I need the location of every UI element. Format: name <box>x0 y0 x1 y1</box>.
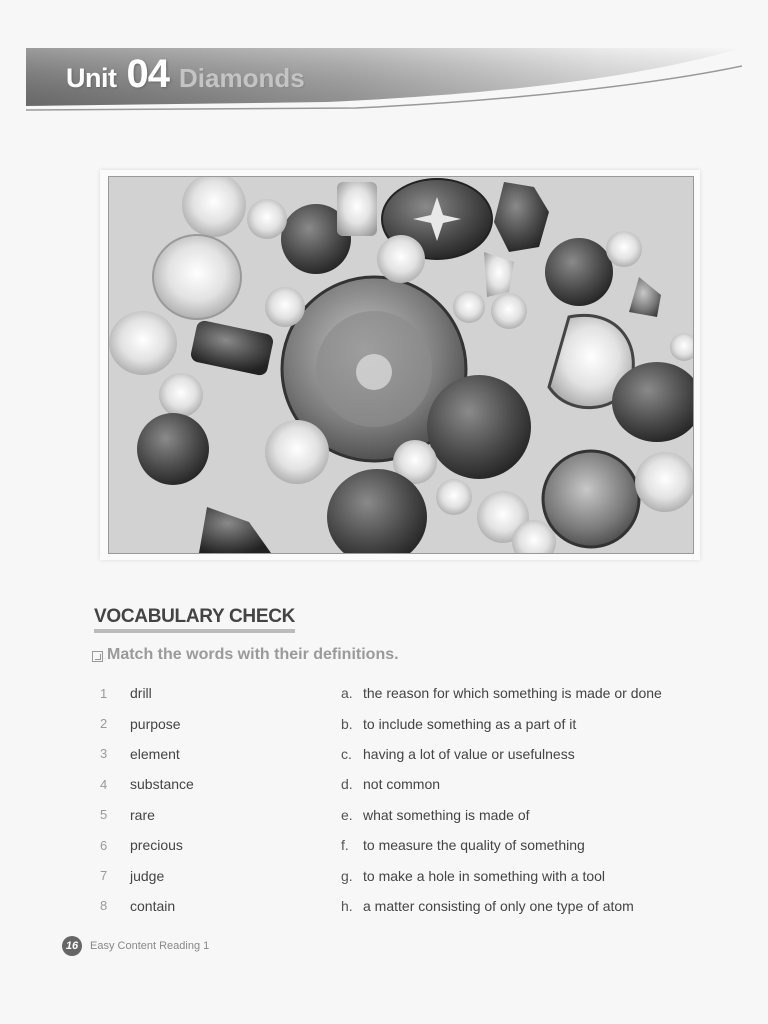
unit-name: Diamonds <box>178 63 305 93</box>
page-footer <box>62 936 209 956</box>
list-item <box>100 891 194 921</box>
unit-word: Unit <box>66 63 117 93</box>
word-text: purpose <box>130 715 181 732</box>
list-item <box>341 860 662 890</box>
word-number: 1 <box>100 685 108 701</box>
gemstones-illustration <box>109 177 693 553</box>
definition-letter: c. <box>341 745 352 762</box>
list-item <box>100 739 194 769</box>
word-list <box>100 678 194 921</box>
list-item <box>100 708 194 738</box>
list-item <box>100 830 194 860</box>
definition-letter: b. <box>341 715 353 732</box>
definition-text: to include something as a part of it <box>363 715 577 732</box>
definition-text: the reason for which something is made or done <box>363 685 662 702</box>
vocabulary-heading: VOCABULARY CHECK <box>94 606 295 633</box>
definition-text: not common <box>363 776 441 793</box>
word-text: contain <box>130 897 176 914</box>
instruction-line <box>92 646 399 664</box>
definition-text: what something is made of <box>363 806 530 823</box>
word-number: 2 <box>100 716 108 732</box>
definition-letter: g. <box>341 867 353 884</box>
unit-number: 04 <box>126 52 169 96</box>
word-text: element <box>130 745 180 762</box>
word-number: 7 <box>100 868 108 884</box>
list-item <box>100 860 194 890</box>
definition-text: to make a hole in something with a tool <box>363 867 606 884</box>
word-number: 8 <box>100 898 108 914</box>
word-text: precious <box>130 837 183 854</box>
photo-frame <box>100 170 700 560</box>
list-item <box>341 708 662 738</box>
definition-letter: d. <box>341 776 353 793</box>
list-item <box>341 891 662 921</box>
page-number: 16 <box>62 936 82 956</box>
list-item <box>341 769 662 799</box>
list-item <box>100 678 194 708</box>
checkbox-icon <box>92 651 103 662</box>
word-text: rare <box>130 806 155 823</box>
list-item <box>341 678 662 708</box>
definition-letter: f. <box>341 837 349 854</box>
definition-list <box>341 678 662 921</box>
word-number: 6 <box>100 837 108 853</box>
book-title: Easy Content Reading 1 <box>90 940 210 952</box>
list-item <box>100 800 194 830</box>
list-item <box>100 769 194 799</box>
word-text: drill <box>130 685 152 702</box>
word-number: 3 <box>100 746 108 762</box>
word-number: 4 <box>100 776 108 792</box>
gemstones-photo <box>108 176 694 554</box>
definition-text: a matter consisting of only one type of atom <box>363 897 634 914</box>
definition-letter: h. <box>341 897 353 914</box>
word-text: substance <box>130 776 194 793</box>
list-item <box>341 830 662 860</box>
definition-letter: a. <box>341 685 353 702</box>
unit-title <box>66 52 305 102</box>
list-item <box>341 739 662 769</box>
list-item <box>341 800 662 830</box>
definition-letter: e. <box>341 806 353 823</box>
instruction-text: Match the words with their definitions. <box>107 646 399 663</box>
definition-text: having a lot of value or usefulness <box>363 745 575 762</box>
word-number: 5 <box>100 807 108 823</box>
word-text: judge <box>130 867 165 884</box>
definition-text: to measure the quality of something <box>363 837 585 854</box>
